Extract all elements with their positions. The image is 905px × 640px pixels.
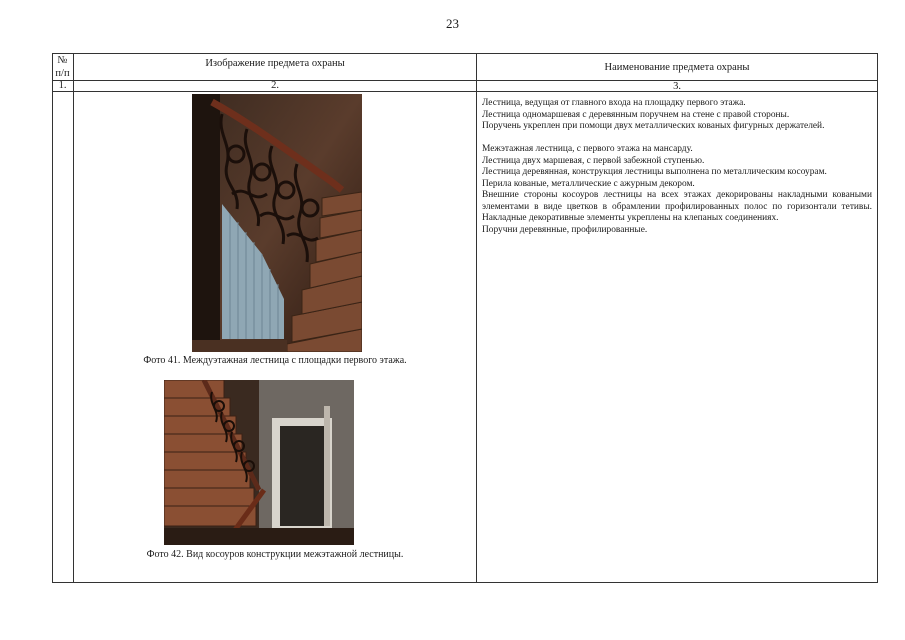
staircase-railing-photo-icon: [192, 94, 362, 352]
table-left-border: [52, 53, 53, 583]
table-right-border: [877, 53, 878, 583]
table-bottom-border: [52, 582, 878, 583]
header-num: [52, 55, 73, 80]
table-top-border: [52, 53, 878, 54]
description-line-10: Поручни деревянные, профилированные.: [482, 224, 648, 235]
photo-41-caption: Фото 41. Междуэтажная лестница с площадки первого этажа.: [143, 355, 407, 366]
page-number: 23: [446, 16, 459, 31]
description-line-1: Лестница, ведущая от главного входа на площадку первого этажа.: [482, 98, 746, 108]
description-line-8: Перила кованые, металлические с ажурным декором.: [482, 178, 695, 189]
header-num-sub: п/п: [55, 68, 70, 79]
description-gap: [482, 133, 872, 145]
photo-42: [164, 380, 354, 545]
description-line-2: Лестница одномаршевая с деревянным поручнем на стене с правой стороны.: [482, 109, 790, 120]
column-number-2: 2.: [271, 80, 279, 91]
photo-42-caption: Фото 42. Вид косоуров конструкции межэтажной лестницы.: [146, 549, 404, 560]
col2-divider: [476, 53, 477, 583]
description-line-9: Внешние стороны косоуров лестницы на всех этажах декорированы накладными коваными элементами в виде цветков в обрамлении профилированных полос по горизонтали тетивы. Накладные декоративные элементы укреплены на клепаных соединениях.: [482, 190, 872, 223]
col1-divider: [73, 53, 74, 583]
description-line-7: Лестница деревянная, конструкция лестницы выполнена по металлическим косоурам.: [482, 167, 827, 177]
description-line-5: Межэтажная лестница, с первого этажа на мансарду.: [482, 144, 693, 154]
description-line-6: Лестница двух маршевая, с первой забежной ступенью.: [482, 155, 705, 166]
header-image: Изображение предмета охраны: [205, 58, 345, 69]
staircase-stringers-photo-icon: [164, 380, 354, 545]
description-line-3: Поручень укреплен при помощи двух металлических кованых фигурных держателей.: [482, 121, 825, 131]
description-text: [482, 98, 872, 236]
header-num-symbol: №: [57, 55, 68, 66]
header-name: Наименование предмета охраны: [604, 62, 750, 73]
column-number-1: 1.: [58, 80, 67, 91]
photo-41: [192, 94, 362, 352]
column-number-3: 3.: [673, 81, 681, 92]
